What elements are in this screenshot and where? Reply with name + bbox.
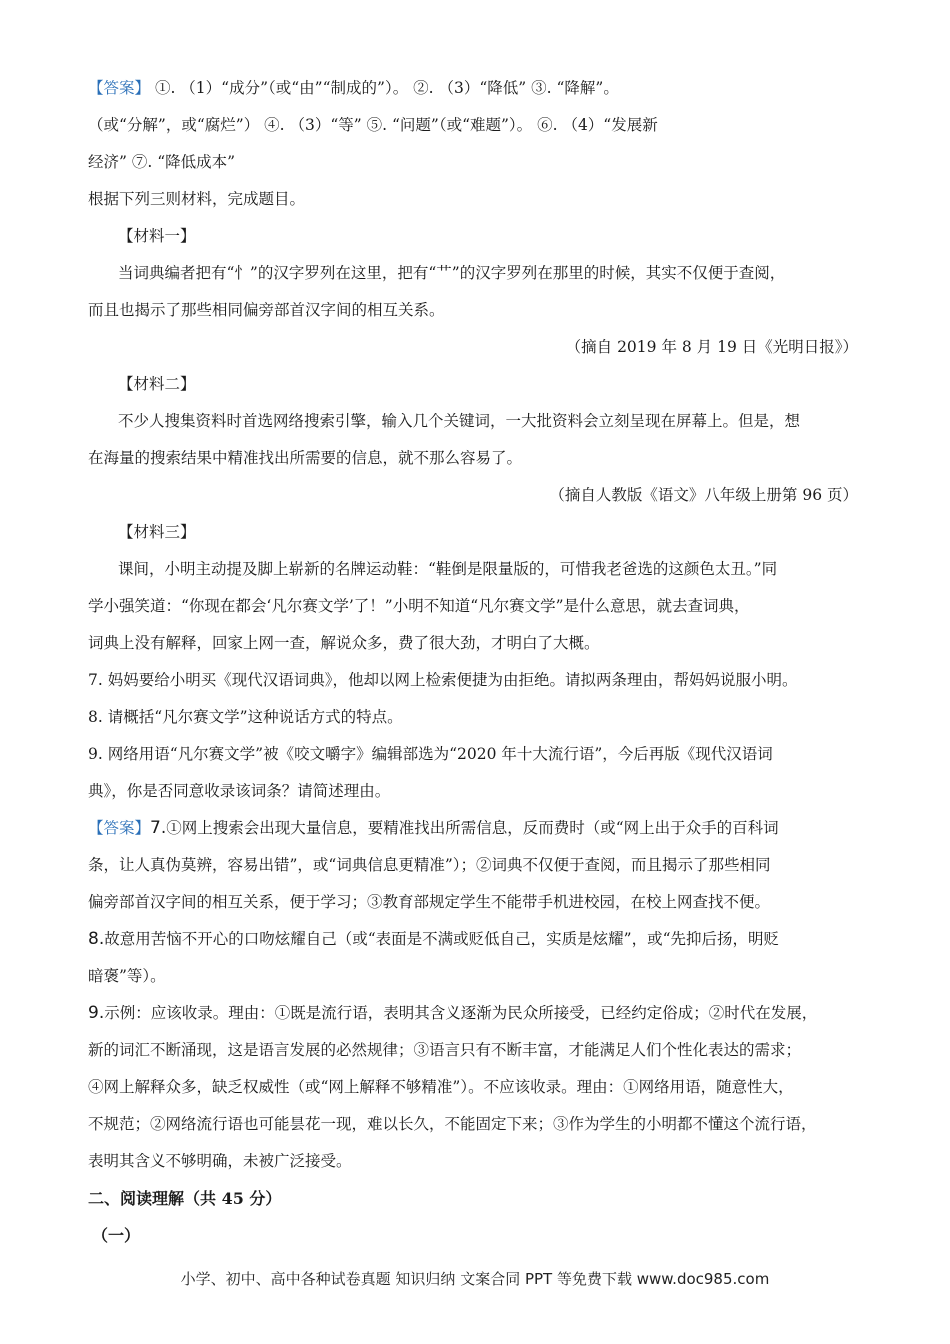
question-9-line-2: 典》，你是否同意收录该词条？请简述理由。	[88, 782, 391, 800]
material-2-line-1: 不少人搜集资料时首选网络搜索引擎，输入几个关键词，一大批资料会立刻呈现在屏幕上。但是，想	[118, 412, 801, 430]
subsection-title: （一）	[92, 1226, 141, 1245]
answer-tag: 【答案】	[88, 79, 151, 97]
answer-tag: 【答案】	[88, 819, 151, 837]
question-7: 7. 妈妈要给小明买《现代汉语词典》，他却以网上检索便捷为由拒绝。请拟两条理由，帮妈妈说服小明。	[88, 671, 798, 689]
answer-8-line-2: 暗褒”等）。	[88, 967, 166, 985]
answer-8-line-1: 8.故意用苦恼不开心的口吻炫耀自己（或“表面是不满或贬低自己，实质是炫耀”，或“先抑后扬，明贬	[88, 929, 780, 949]
answer-9-line-3: ④网上解释众多，缺乏权威性（或“网上解释不够精准”）。不应该收录。理由：①网络用语，随意性大，	[88, 1078, 794, 1096]
material-3-line-2: 学小强笑道：“你现在都会‘凡尔赛文学’了！”小明不知道“凡尔赛文学”是什么意思，就去查词典，	[88, 597, 750, 615]
material-1-line-1: 当词典编者把有“忄”的汉字罗列在这里，把有“艹”的汉字罗列在那里的时候，其实不仅便于查阅，	[118, 264, 786, 282]
answer-9-line-2: 新的词汇不断涌现，这是语言发展的必然规律；③语言只有不断丰富，才能满足人们个性化表达的需求；	[88, 1041, 802, 1059]
material-2-line-2: 在海量的搜索结果中精准找出所需要的信息，就不那么容易了。	[88, 449, 523, 467]
material-3-line-1: 课间，小明主动提及脚上崭新的名牌运动鞋：“鞋倒是限量版的，可惜我老爸选的这颜色太丑。”同	[118, 560, 778, 578]
section-title: 二、阅读理解（共 45 分）	[88, 1189, 282, 1208]
page-footer: 小学、初中、高中各种试卷真题 知识归纳 文案合同 PPT 等免费下载 www.doc985.com	[180, 1270, 770, 1288]
question-9-line-1: 9. 网络用语“凡尔赛文学”被《咬文嚼字》编辑部选为“2020 年十大流行语”，今后再版《现代汉语词	[88, 745, 773, 763]
material-1-heading: 【材料一】	[118, 227, 196, 245]
question-8: 8. 请概括“凡尔赛文学”这种说话方式的特点。	[88, 708, 403, 726]
answer-7-line-3: 偏旁部首汉字间的相互关系，便于学习；③教育部规定学生不能带手机进校园，在校上网查找不便。	[88, 893, 771, 911]
answer-1-line-1: 【答案】 ①. （1）“成分”（或“由”“制成的”）。 ②. （3）“降低” ③. “降解”。	[88, 79, 619, 97]
answer-7-line-1: 【答案】7.①网上搜索会出现大量信息，要精准找出所需信息，反而费时（或“网上出于众手的百科词	[88, 818, 779, 838]
answer-7-line-2: 条，让人真伪莫辨，容易出错”，或“词典信息更精准”）；②词典不仅便于查阅，而且揭示了那些相同	[88, 856, 771, 874]
intro-text: 根据下列三则材料，完成题目。	[88, 190, 306, 208]
material-3-line-3: 词典上没有解释，回家上网一查，解说众多，费了很大劲，才明白了大概。	[88, 634, 600, 652]
material-1-line-2: 而且也揭示了那些相同偏旁部首汉字间的相互关系。	[88, 301, 445, 319]
answer-9-line-5: 表明其含义不够明确，未被广泛接受。	[88, 1152, 352, 1170]
document-page	[88, 70, 878, 1254]
answer-9-line-4: 不规范；②网络流行语也可能昙花一现，难以长久，不能固定下来；③作为学生的小明都不懂这个流行语，	[88, 1115, 817, 1133]
material-3-heading: 【材料三】	[118, 523, 196, 541]
material-2-source: （摘自人教版《语文》八年级上册第 96 页）	[549, 486, 858, 504]
answer-1-line-3: 经济” ⑦. “降低成本”	[88, 153, 236, 171]
answer-1-line-2: （或“分解”，或“腐烂”） ④. （3）“等” ⑤. “问题”（或“难题”）。 ⑥. （4）“发展新	[88, 116, 658, 134]
material-1-source: （摘自 2019 年 8 月 19 日《光明日报》）	[565, 338, 858, 356]
answer-9-line-1: 9.示例：应该收录。理由：①既是流行语，表明其含义逐渐为民众所接受，已经约定俗成；②时代在发展，	[88, 1003, 818, 1023]
material-2-heading: 【材料二】	[118, 375, 196, 393]
